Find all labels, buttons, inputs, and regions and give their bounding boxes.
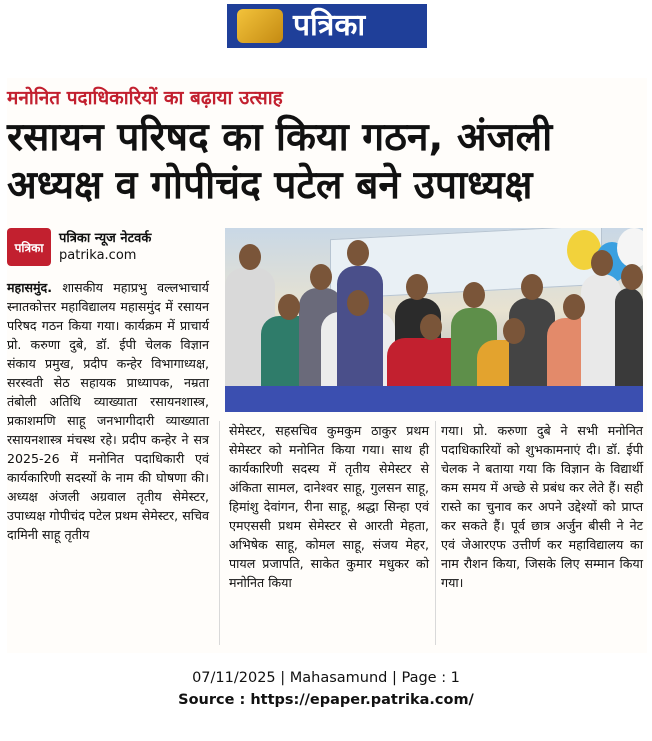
patrika-logo-icon: पत्रिका <box>7 228 51 266</box>
article-column-2 <box>229 421 429 592</box>
article-column-3 <box>441 421 643 592</box>
headline-line-1: रसायन परिषद का किया गठन, अंजली <box>7 115 553 160</box>
byline <box>7 228 151 266</box>
group-photo <box>225 228 643 412</box>
article-clipping <box>7 78 647 653</box>
balloon-icon <box>617 228 643 268</box>
footer-dateline: 07/11/2025 | Mahasamund | Page : 1 <box>192 670 460 686</box>
column-2-text: सेमेस्टर, सहसचिव कुमकुम ठाकुर प्रथम सेमेस्टर को मनोनित किया गया। साथ ही कार्यकारिणी सदस्य में तृतीय सेमेस्टर से अंकिता सामल, दानेश्वर साहू, गुलसन साहू, हिमांशु देवांगन, रीना साहू, श्रद्धा सिन्हा एवं एमएससी प्रथम सेमेस्टर से आरती मेहता, अभिषेक साहू, कोमल साहू, संजय मेहर, पायल प्रजापति, साकेत कुमार मधुकर को मनोनित किया <box>229 423 429 590</box>
headline-line-2: अध्यक्ष व गोपीचंद पटेल बने उपाध्यक्ष <box>7 163 533 208</box>
dateline-place: महासमुंद. <box>7 280 52 295</box>
footer-source: Source : https://epaper.patrika.com/ <box>178 692 474 708</box>
masthead-brand: पत्रिका <box>293 8 366 43</box>
stage-table <box>225 386 643 412</box>
article-column-1 <box>7 278 209 544</box>
column-3-text: गया। प्रो. करुणा दुबे ने सभी मनोनित पदाधिकारियों को शुभकामनाएं दी। डॉ. ईपी चेलक ने बताया गया कि विज्ञान के विद्यार्थी कम समय में अच्छे से प्रबंध कर लेते हैं। सही रास्ते का चुनाव कर अपने उद्देश्यों को प्राप्त कर सकते हैं। पूर्व छात्र अर्जुन बीसी ने नेट एवं जेआरएफ उत्तीर्ण कर महाविद्यालय का नाम रौशन किया, जिसके लिए सम्मान किया गया। <box>441 423 643 590</box>
byline-network: पत्रिका न्यूज नेटवर्क <box>59 231 152 246</box>
byline-site: patrika.com <box>59 248 137 263</box>
kicker: मनोनित पदाधिकारियों का बढ़ाया उत्साह <box>7 87 283 109</box>
lion-logo-icon <box>237 9 283 43</box>
headline <box>7 114 647 210</box>
masthead <box>227 4 427 48</box>
column-divider <box>435 421 436 645</box>
column-divider <box>219 421 220 645</box>
column-1-text: शासकीय महाप्रभु वल्लभाचार्य स्नातकोत्तर महाविद्यालय महासमुंद में रसायन परिषद गठन किया गया। कार्यक्रम में प्राचार्य प्रो. करुणा दुबे, डॉ. ईपी चेलक विज्ञान संकाय प्रमुख, प्रदीप कन्हेर विभागाध्यक्ष, सरस्वती सेठ सहायक प्राध्यापक, नम्रता तंबोली अतिथि व्याख्याता रसायनशास्त्र, प्रकाशमणि साहू जनभागीदारी व्याख्याता रसायनशास्त्र मंचस्थ रहे। प्रदीप कन्हेर ने सत्र 2025-26 में मनोनित पदाधिकारी एवं कार्यकारिणी सदस्यों के नाम की घोषणा की। अध्यक्ष अंजली अग्रवाल तृतीय सेमेस्टर, उपाध्यक्ष गोपीचंद पटेल प्रथम सेमेस्टर, सचिव दामिनी साहू तृतीय <box>7 280 209 542</box>
